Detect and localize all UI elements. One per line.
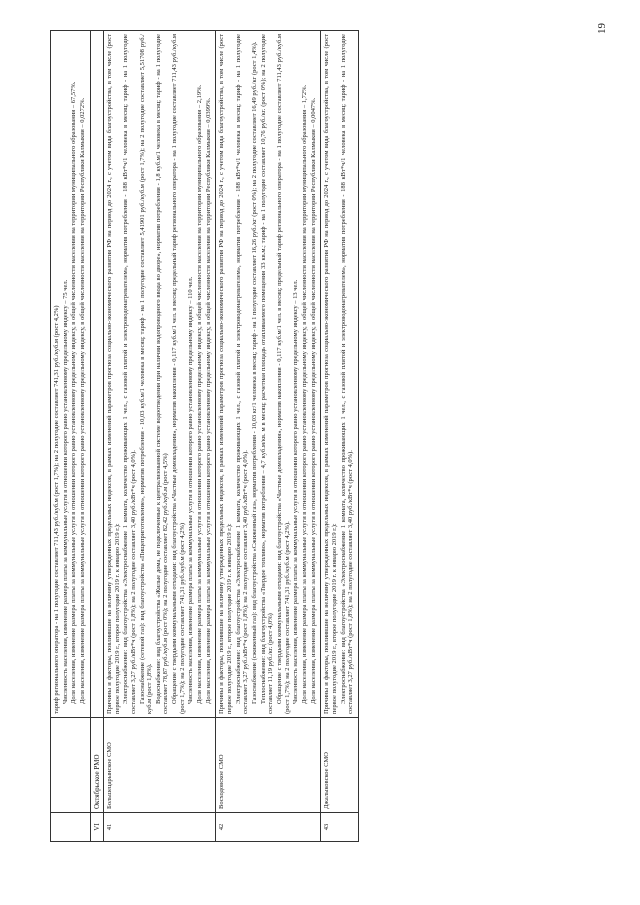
paragraph: Численность населения, изменение размера платы за коммунальные услуги в отношении которого равно установленному предельному индексу – 110 чел. (187, 276, 195, 704)
paragraph: Обращение с твердыми коммунальными отходами: вид благоустройства «Частные домовладения», норматив накопления - 0,117 куб.м/1 чел. в месяц; предельный тариф регионального оператора - на 1 полугодие составляет 711,43 руб./куб.м (рост 1,7%); на 2 полугодие составляет 741,31 руб./куб.м (рост 4,2%). (276, 34, 291, 714)
row-number: 41 (103, 813, 216, 842)
row-number: 42 (216, 813, 321, 842)
row-number-cell (51, 813, 91, 842)
paragraph: Доля населения, изменение размера платы за коммунальные услуги в отношении которого равно установленному предельному индексу, в общей численности населения на территории муниципального образования – 2,19%. (196, 84, 204, 704)
paragraph: Электроснабжение: вид благоустройства «Электроснабжение 1 комната, количество проживающих 1 чел., с газовой плитой и электроводонагревателем», норматив потребления - 188 кВт*ч/1 человека в месяц; тариф - на 1 полугодие составляет 3,27 руб./кВт*ч (рост 1,8%); на 2 полугодие составляет 3,40 руб./кВт*ч (рост 4,0%). (339, 34, 355, 714)
paragraph: Причины и факторы, повлиявшие на величину утвержденных предельных индексов, в рамках изменений параметров прогноза социально-экономического развития РФ на период до 2024 г., с учетом вида благоустройства, в том числе (рост первое полугодие 2019 г., второе полугодие 2019 г. к январю 2019 г.): (323, 34, 338, 714)
paragraph: тариф регионального оператора - на 1 полугодие составляет 711,43 руб./куб.м (рост 1,7%); на 2 полугодие составляет 741,31 руб./куб.м (рост 4,2%) (53, 305, 60, 714)
continuation-row (51, 31, 91, 842)
municipality-name: Восходовское СМО (216, 718, 321, 813)
paragraph: Доля населения, изменение размера платы за коммунальные услуги в отношении которого равно установленному предельному индексу, в общей численности населения на территории муниципального образования – 67,57%. (70, 81, 78, 704)
paragraph: Доля населения, изменение размера платы за коммунальные услуги в отношении которого равно установленному предельному индексу, в общей численности населения на территории Республики Калмыкия – 0,0047%. (309, 97, 317, 704)
paragraph: Причины и факторы, повлиявшие на величину утвержденных предельных индексов, в рамках изменений параметров прогноза социально-экономического развития РФ на период до 2024 г., с учетом вида благоустройства, в том числе (рост первое полугодие 2019 г., второе полугодие 2019 г. к январю 2019 г.): (105, 34, 121, 714)
document-page (50, 30, 590, 842)
paragraph: Теплоснабжение: вид благоустройства «Твердое топливо», норматив потребления – 4,7 куб.м/кв. м в месяц; расчетная площадь отапливаемого помещения 33 кв.м.; тариф - на 1 полугодие составляет 10,76 руб./кг. (рост 0%); на 2 полугодие составляет 11,19 руб./кг. (рост 4,0%) (259, 34, 275, 714)
paragraph: Газоснабжение (сетевой газ): вид благоустройства «Пищеприготовление», норматив потребления - 10,03 куб.м/1 человека в месяц; тариф - на 1 полугодие составляет 5,41901 руб./куб.м (рост 1,7%); на 2 полугодие составляет 5,51708 руб./куб.м (рост 1,8%). (138, 34, 154, 714)
description-cell (51, 31, 91, 718)
paragraph: Доля населения, изменение размера платы за коммунальные услуги в отношении которого равно установленному предельному индексу, в общей численности населения на территории Республики Калмыкия – 0,0399%. (204, 97, 212, 704)
paragraph: Водоснабжение: вид благоустройства «Жилые дома, не подключенные к централизованной системе водоотведения при наличии водопроводного ввода во дворе», норматив потребления - 1,8 куб.м/1 человека в месяц; тариф - на 1 полугодие составляет 78,87 руб./куб.м (рост 0%); на 2 полугодие составляет 82,42 руб./куб.м (рост 4,5%) (154, 34, 170, 714)
municipality-name: Большецарынское СМО (103, 718, 216, 813)
paragraph: Обращение с твердыми коммунальными отходами: вид благоустройства «Частные домовладения», норматив накопления - 0,117 куб.м/1 чел. в месяц; предельный тариф регионального оператора - на 1 полугодие составляет 711,43 руб./куб.м (рост 1,7%); на 2 полугодие составляет 741,31 руб./куб.м (рост 4,2%) (171, 34, 186, 714)
section-name: Октябрьское РМО (90, 718, 103, 813)
table-row (103, 31, 216, 842)
municipality-name: Джалыковское СМО (321, 718, 359, 813)
section-empty-cell (90, 31, 103, 718)
section-row (90, 31, 103, 842)
paragraph: Газоснабжение (сжиженный газ): вид благоустройства «Сжиженный газ», норматив потребления - 10,03 кг/1 человека в месяц; тариф - на 1 полугодие составляет 16,26 руб./кг (рост 0%); на 2 полугодие составляет 16,49 руб./кг (рост 1,4%). (251, 41, 259, 704)
paragraph: Доля населения, изменение размера платы за коммунальные услуги в отношении которого равно установленному предельному индексу, в общей численности населения на территории муниципального образования – 1,72%. (300, 84, 308, 704)
page-number: 19 (596, 23, 608, 34)
municipality-cell (51, 718, 91, 813)
description-cell (216, 31, 321, 718)
paragraph: Причины и факторы, повлиявшие на величину утвержденных предельных индексов, в рамках изменений параметров прогноза социально-экономического развития РФ на период до 2024 г., с учетом вида благоустройства, в том числе (рост первое полугодие 2019 г., второе полугодие 2019 г. к январю 2019 г.): (218, 34, 234, 714)
paragraph: Численность населения, изменение размера платы за коммунальные услуги в отношении которого равно установленному предельному индексу – 13 чел. (292, 279, 300, 704)
paragraph: Электроснабжение: вид благоустройства «Электроснабжение 1 комната, количество проживающих 1 чел., с газовой плитой и электроводонагревателем», норматив потребления - 188 кВт*ч/1 человека в месяц; тариф - на 1 полугодие составляет 3,27 руб./кВт*ч (рост 1,8%); на 2 полугодие составляет 3,40 руб./кВт*ч (рост 4,0%). (122, 34, 137, 714)
paragraph: Численность населения, изменение размера платы за коммунальные услуги в отношении которого равно установленному предельному индексу – 75 чел. (61, 279, 69, 704)
table-row (321, 31, 359, 842)
table-row (216, 31, 321, 842)
description-cell (321, 31, 359, 718)
section-number: VI (90, 813, 103, 842)
municipal-index-table (50, 30, 359, 842)
row-number: 43 (321, 813, 359, 842)
paragraph: Электроснабжение: вид благоустройства «Электроснабжение 1 комната, количество проживающих 1 чел., с газовой плитой и электроводонагревателем», норматив потребления - 188 кВт*ч/1 человека в месяц; тариф - на 1 полугодие составляет 3,27 руб./кВт*ч (рост 1,8%); на 2 полугодие составляет 3,40 руб./кВт*ч (рост 4,0%). (234, 34, 250, 714)
paragraph: Доля населения, изменение размера платы за коммунальные услуги в отношении которого равно установленному предельному индексу, в общей численности населения на территории Республики Калмыкия – 0,0272%. (78, 97, 86, 704)
description-cell (103, 31, 216, 718)
